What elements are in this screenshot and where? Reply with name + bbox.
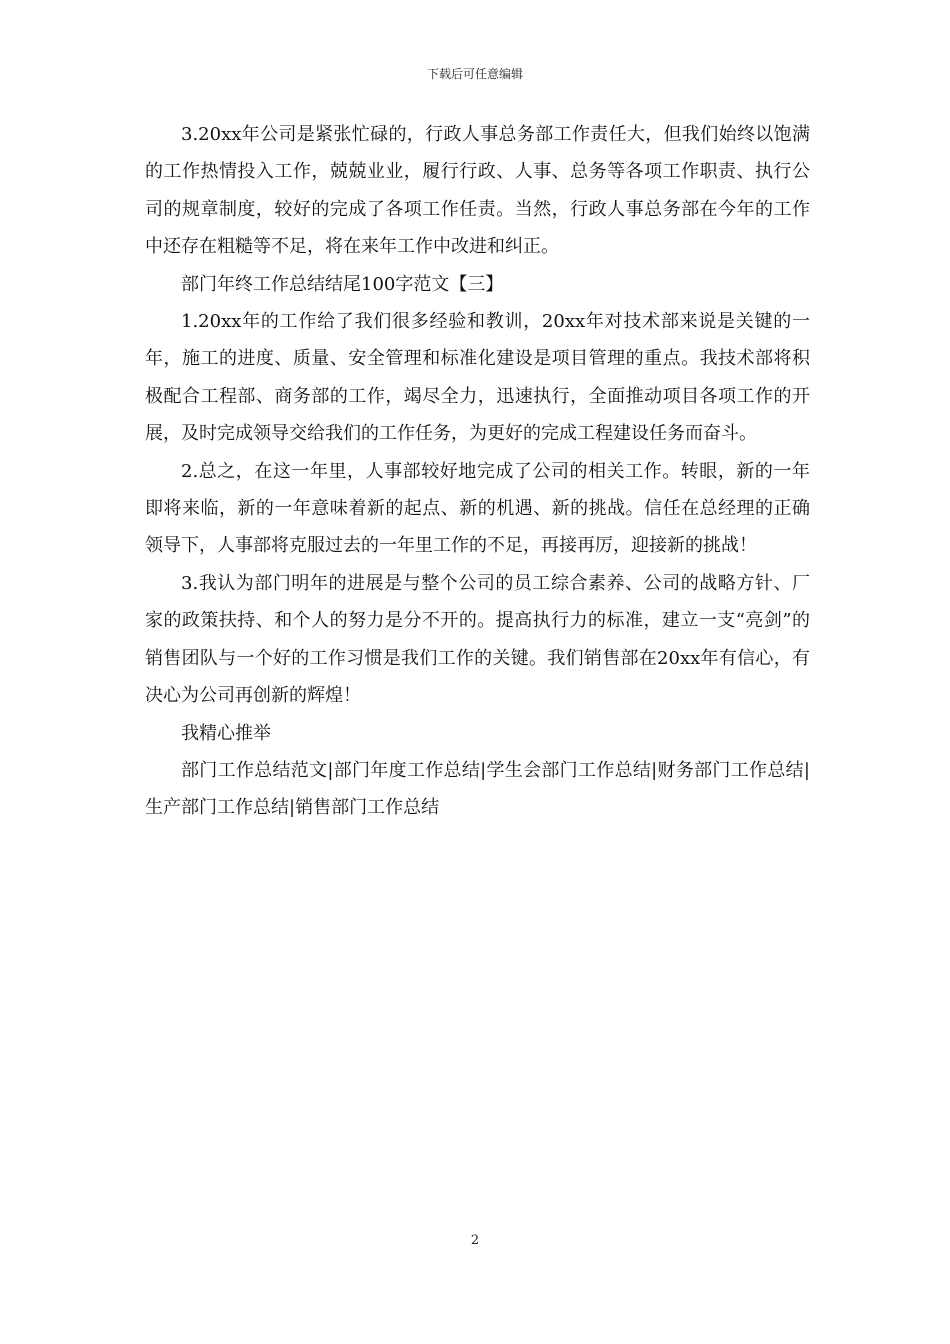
section-heading: 部门年终工作总结结尾100字范文【三】 <box>181 273 504 295</box>
page-number: 2 <box>470 1233 480 1248</box>
paragraph-item-2: 2.总之，在这一年里，人事部较好地完成了公司的相关工作。转眼，新的一年即将来临，新的一年意味着新的起点、新的机遇、新的挑战。信任在总经理的正确领导下，人事部将克服过去的一年里工作的不足，再接再厉，迎接新的挑战！ <box>145 460 810 557</box>
recommend-links: 部门工作总结范文|部门年度工作总结|学生会部门工作总结|财务部门工作总结|生产部门工作总结|销售部门工作总结 <box>145 759 810 819</box>
paragraph-item-3-summary: 3.20xx年公司是紧张忙碌的，行政人事总务部工作责任大，但我们始终以饱满的工作热情投入工作，兢兢业业，履行行政、人事、总务等各项工作职责、执行公司的规章制度，较好的完成了各项工作任责。当然，行政人事总务部在今年的工作中还存在粗糙等不足，将在来年工作中改进和纠正。 <box>145 124 810 258</box>
paragraph-item-3: 3.我认为部门明年的进展是与整个公司的员工综合素养、公司的战略方针、厂家的政策扶持、和个人的努力是分不开的。提高执行力的标准，建立一支“亮剑”的销售团队与一个好的工作习惯是我们工作的关键。我们销售部在20xx年有信心，有决心为公司再创新的辉煌！ <box>145 572 810 707</box>
recommend-heading: 我精心推举 <box>181 722 271 744</box>
page-header: 下载后可任意编辑 <box>426 67 523 81</box>
paragraph-item-1: 1.20xx年的工作给了我们很多经验和教训，20xx年对技术部来说是关键的一年，施工的进度、质量、安全管理和标准化建设是项目管理的重点。我技术部将积极配合工程部、商务部的工作，竭尽全力，迅速执行，全面推动项目各项工作的开展，及时完成领导交给我们的工作任务，为更好的完成工程建设任务而奋斗。 <box>145 311 810 445</box>
document-body <box>145 116 810 827</box>
